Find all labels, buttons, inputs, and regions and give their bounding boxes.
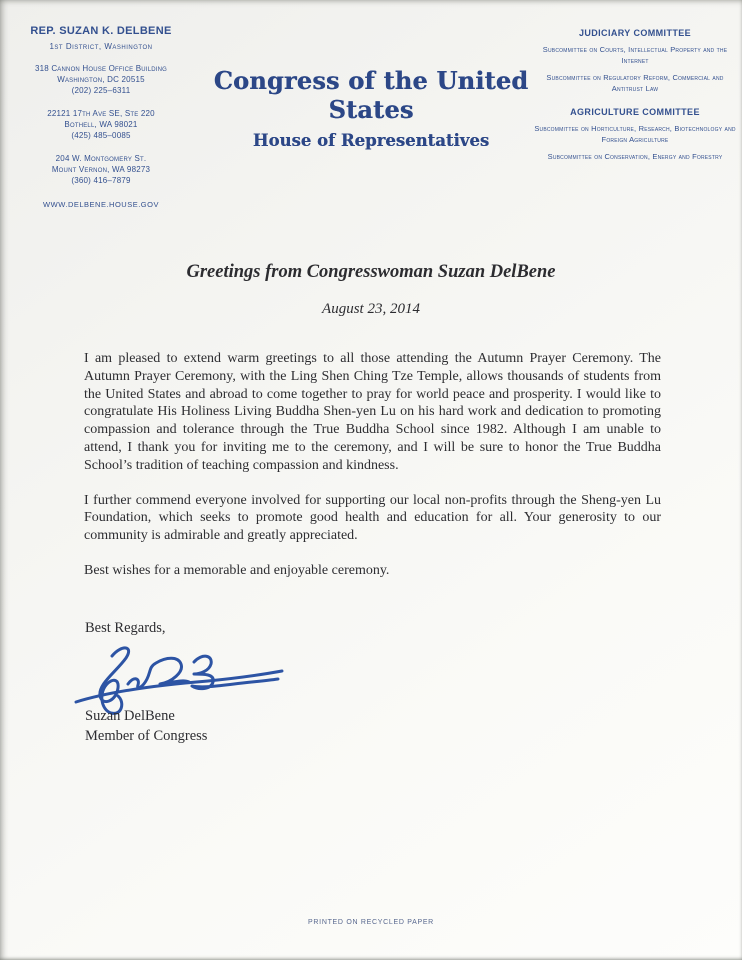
house-subtitle: House of Representatives [252,131,490,150]
subcommittee: Subcommittee on Conservation, Energy and Forestry [547,152,723,161]
subcommittee: Subcommittee on Regulatory Reform, Commercial and Antitrust Law [546,73,724,93]
signature-image [68,638,303,716]
signer-title: Member of Congress [85,727,208,744]
letter-date: August 23, 2014 [322,301,420,317]
signature-stroke [100,648,129,713]
letterhead-committees-block [534,28,736,163]
rep-name: REP. SUZAN K. DELBENE [30,25,172,37]
subcommittee: Subcommittee on Horticulture, Research, Biotechnology and Foreign Agriculture [534,124,736,144]
address-phone: (360) 416–7879 [71,176,131,185]
committee-agriculture: AGRICULTURE COMMITTEE [570,107,700,117]
office-address-mount-vernon [8,153,194,186]
committee-judiciary: JUDICIARY COMMITTEE [578,28,692,38]
letter-body [84,350,661,580]
address-line: Mount Vernon, WA 98273 [51,165,151,174]
address-line: Washington, DC 20515 [57,75,145,84]
letterhead-contact-block [8,25,194,209]
signer-name: Suzan DelBene [85,708,175,724]
letter-closing: Best Regards, [85,620,166,636]
letterhead-seal-block [196,66,546,150]
paragraph-commendation: I further commend everyone involved for supporting our local non-profits through the Sheng-yen Lu Foundation, which seeks to promote good health and education for all. Your generosity to our community is admirable and greatly appreciated. [84,492,661,544]
rep-website: WWW.DELBENE.HOUSE.GOV [43,200,159,209]
address-line: Bothell, WA 98021 [64,120,138,129]
subcommittee: Subcommittee on Courts, Intellectual Property and the Internet [542,45,728,65]
congress-title: Congress of the United States [213,66,529,124]
office-address-bothell [8,108,194,141]
signature-stroke [76,671,282,702]
office-address-dc [8,63,194,96]
signature-block [85,707,207,746]
paragraph-greeting: I am pleased to extend warm greetings to all those attending the Autumn Prayer Ceremony. The Autumn Prayer Ceremony, with the Ling Shen Ching Tze Temple, allows thousands of students from the United States and abroad to come together to pray for world peace and prosperity. I would like to congratulate His Holiness Living Buddha Shen-yen Lu on his hard work and dedication to promoting compassion and tolerance through the True Buddha School since 1982. Although I am unable to attend, I thank you for inviting me to the ceremony, and I will be sure to honor the True Buddha School’s tradition of teaching compassion and kindness. [84,351,661,473]
address-phone: (202) 225–6311 [71,86,131,95]
recycled-paper-note: PRINTED ON RECYCLED PAPER [308,919,434,926]
address-line: 318 Cannon House Office Building [34,64,168,73]
address-line: 22121 17th Ave SE, Ste 220 [47,109,155,118]
rep-district: 1st District, Washington [49,42,153,51]
letter-title: Greetings from Congresswoman Suzan DelBene [186,262,556,282]
address-phone: (425) 485–0085 [71,131,131,140]
paragraph-best-wishes: Best wishes for a memorable and enjoyable ceremony. [84,562,390,578]
address-line: 204 W. Montgomery St. [55,154,147,163]
